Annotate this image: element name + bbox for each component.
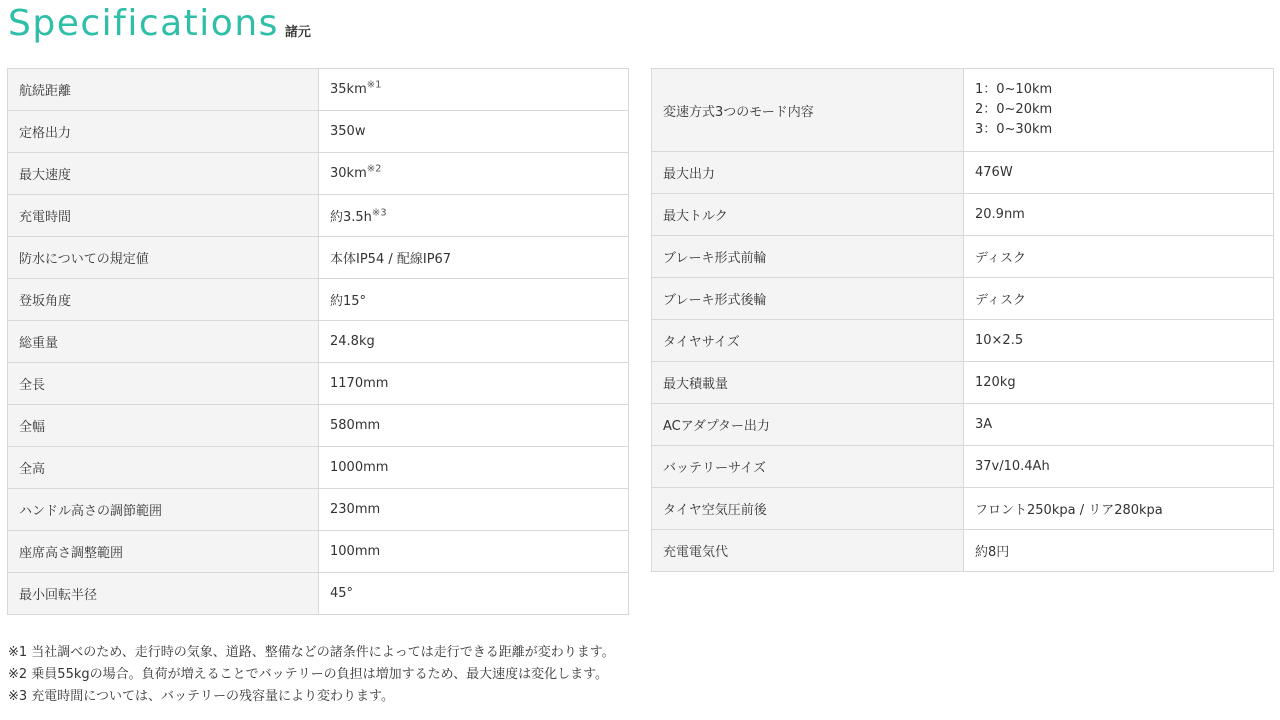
spec-row [652, 278, 1274, 320]
spec-row [652, 152, 1274, 194]
spec-row [8, 69, 629, 111]
spec-row [8, 531, 629, 573]
spec-label: 最大速度 [8, 153, 319, 195]
spec-row [652, 236, 1274, 278]
spec-value-cell [319, 111, 629, 153]
spec-label: ACアダプター出力 [652, 404, 964, 446]
spec-value-cell [964, 236, 1274, 278]
spec-label: 最大トルク [652, 194, 964, 236]
spec-table-left [7, 68, 629, 615]
spec-row [8, 237, 629, 279]
footnote-marker: ※3 [371, 207, 387, 219]
spec-value-line: 2：0~20km [975, 102, 1053, 117]
spec-value: 37v/10.4Ah [975, 459, 1050, 474]
spec-row [652, 446, 1274, 488]
spec-label: 全長 [8, 363, 319, 405]
footnote-marker: ※2 [366, 163, 382, 175]
page-title-japanese: 諸元 [284, 25, 311, 40]
spec-value-cell [964, 278, 1274, 320]
spec-value-cell [964, 446, 1274, 488]
spec-value-cell [319, 489, 629, 531]
spec-label: 全幅 [8, 405, 319, 447]
spec-row [8, 447, 629, 489]
spec-value-cell [319, 447, 629, 489]
spec-row [652, 488, 1274, 530]
footnote-marker: ※1 [366, 79, 382, 91]
spec-row [8, 405, 629, 447]
spec-label: 定格出力 [8, 111, 319, 153]
spec-value: 約15° [330, 294, 367, 309]
spec-row [8, 489, 629, 531]
spec-value: 3A [975, 417, 993, 432]
spec-row [652, 404, 1274, 446]
spec-label: タイヤサイズ [652, 320, 964, 362]
spec-value-cell [964, 488, 1274, 530]
spec-value: 476W [975, 165, 1013, 180]
spec-label: ブレーキ形式後輪 [652, 278, 964, 320]
spec-value-line: 1：0~10km [975, 82, 1053, 97]
spec-row [8, 111, 629, 153]
spec-value: 本体IP54 / 配線IP67 [330, 252, 452, 267]
spec-row [652, 362, 1274, 404]
spec-value: 230mm [330, 502, 381, 517]
spec-value-cell [319, 531, 629, 573]
spec-value: 10×2.5 [975, 333, 1024, 348]
spec-row [652, 69, 1274, 152]
spec-row [8, 363, 629, 405]
spec-row [8, 573, 629, 615]
spec-value: フロント250kpa / リア280kpa [975, 503, 1163, 518]
spec-value-line: 3：0~30km [975, 122, 1053, 137]
spec-table-right [651, 68, 1274, 572]
spec-value-cell [319, 363, 629, 405]
spec-value-cell [964, 530, 1274, 572]
spec-value: 1000mm [330, 460, 389, 475]
spec-label: 最大出力 [652, 152, 964, 194]
spec-label: 登坂角度 [8, 279, 319, 321]
spec-label: 全高 [8, 447, 319, 489]
footnote-1: ※1 当社調べのため、走行時の気象、道路、整備などの諸条件によっては走行できる距離が変わります。 [8, 645, 615, 660]
spec-value: 20.9nm [975, 207, 1025, 222]
spec-row [8, 321, 629, 363]
spec-value-cell [319, 573, 629, 615]
footnote-2: ※2 乗員55kgの場合。負荷が増えることでバッテリーの負担は増加するため、最大速度は変化します。 [8, 667, 609, 682]
spec-value-cell [964, 194, 1274, 236]
spec-label: 充電時間 [8, 195, 319, 237]
spec-value-cell [319, 279, 629, 321]
spec-value: 35km [330, 82, 367, 97]
spec-label: ブレーキ形式前輪 [652, 236, 964, 278]
spec-label: タイヤ空気圧前後 [652, 488, 964, 530]
spec-value: 100mm [330, 544, 381, 559]
spec-label: バッテリーサイズ [652, 446, 964, 488]
spec-value: 45° [330, 586, 354, 601]
spec-value: 350w [330, 124, 366, 139]
spec-value: ディスク [975, 251, 1026, 266]
spec-value-cell [319, 153, 629, 195]
spec-value: 24.8kg [330, 334, 375, 349]
spec-row [8, 279, 629, 321]
spec-value-cell [319, 237, 629, 279]
spec-row [652, 530, 1274, 572]
spec-label: 変速方式3つのモード内容 [652, 69, 964, 152]
spec-value: 約8円 [975, 545, 1010, 560]
spec-label: 座席高さ調整範囲 [8, 531, 319, 573]
spec-value: 約3.5h [330, 210, 372, 225]
spec-value: 580mm [330, 418, 381, 433]
page-title-english: Specifications [8, 3, 279, 44]
page-title [8, 2, 311, 46]
spec-row [652, 194, 1274, 236]
spec-value: 120kg [975, 375, 1016, 390]
spec-value-cell [319, 195, 629, 237]
spec-label: 最小回転半径 [8, 573, 319, 615]
spec-label: 最大積載量 [652, 362, 964, 404]
spec-value: ディスク [975, 293, 1026, 308]
spec-value-cell [319, 321, 629, 363]
spec-row [8, 153, 629, 195]
spec-row [652, 320, 1274, 362]
spec-label: 防水についての規定値 [8, 237, 319, 279]
spec-value-cell [964, 362, 1274, 404]
spec-label: 航続距離 [8, 69, 319, 111]
spec-label: 充電電気代 [652, 530, 964, 572]
spec-label: ハンドル高さの調節範囲 [8, 489, 319, 531]
spec-value-cell [319, 405, 629, 447]
spec-row [8, 195, 629, 237]
footnote-3: ※3 充電時間については、バッテリーの残容量により変わります。 [8, 689, 394, 704]
spec-value-cell [964, 320, 1274, 362]
spec-value-cell [964, 404, 1274, 446]
spec-value: 30km [330, 166, 367, 181]
spec-value: 1170mm [330, 376, 389, 391]
spec-value-cell [319, 69, 629, 111]
spec-value-cell [964, 69, 1274, 152]
spec-label: 総重量 [8, 321, 319, 363]
spec-value-cell [964, 152, 1274, 194]
footnotes [8, 642, 615, 708]
